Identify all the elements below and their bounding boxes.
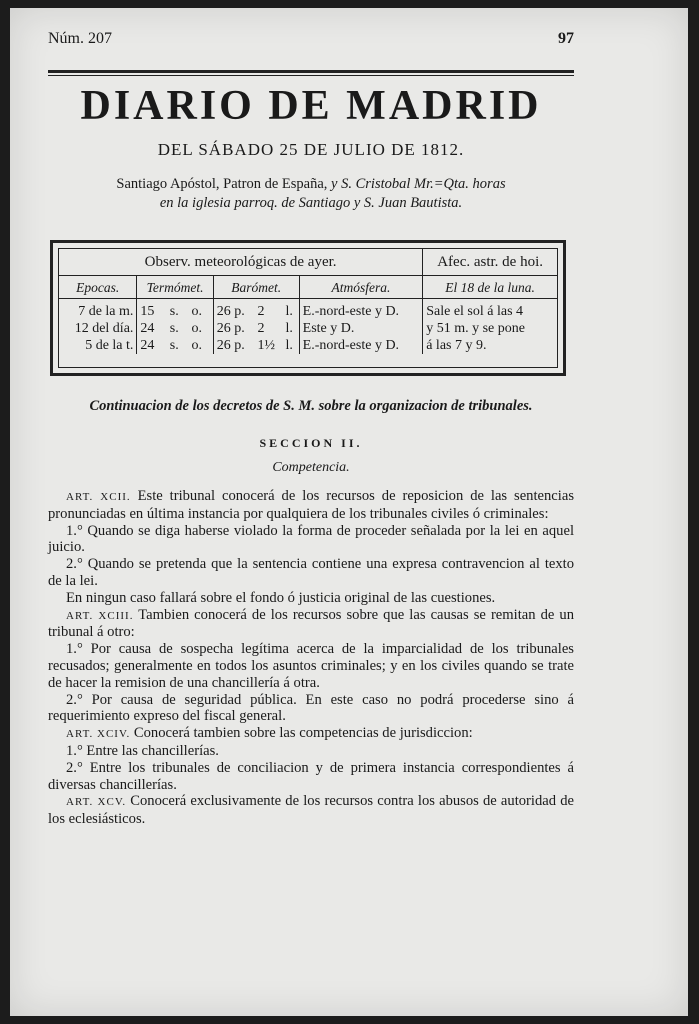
col-epocas: Epocas. xyxy=(59,276,137,299)
row-baro: 26 p. xyxy=(216,304,245,319)
row-temp: 24 xyxy=(140,338,155,353)
article-label: ART. XCV. xyxy=(66,796,127,809)
paragraph-text: Conocerá tambien sobre las competencias de jurisdiccion: xyxy=(130,725,473,742)
masthead-rule-thick xyxy=(48,70,574,73)
issue-date: DEL SÁBADO 25 DE JULIO DE 1812. xyxy=(157,140,465,159)
weather-header-row xyxy=(59,276,557,299)
saints-line1-roman: Santiago Apóstol, Patron de España, xyxy=(116,176,332,192)
row-baro: 26 p. xyxy=(216,338,245,353)
section-subtitle: Competencia. xyxy=(272,460,350,475)
row-baro-unit: l. xyxy=(283,337,300,354)
col-atmosfera: Atmósfera. xyxy=(299,276,423,299)
row-temp-dir: o. xyxy=(189,337,214,354)
weather-row xyxy=(59,320,557,337)
paragraph xyxy=(48,725,574,743)
weather-title-row xyxy=(59,249,557,276)
issue-number: Núm. 207 xyxy=(48,30,112,47)
newspaper-title: DIARIO DE MADRID xyxy=(80,83,542,129)
paragraph-text: Tambien conocerá de los recursos sobre que las causas se remitan de un tribunal á otro: xyxy=(48,606,575,641)
saints-line1-italic: y S. Cristobal Mr.=Qta. horas xyxy=(331,176,506,192)
paragraph: En ningun caso fallará sobre el fondo ó justicia original de las cuestiones. xyxy=(66,589,496,606)
page-number: 97 xyxy=(558,30,574,47)
row-temp-unit: s. xyxy=(169,304,179,319)
row-epoca: 12 del día. xyxy=(59,320,137,337)
paragraph: 2.° Quando se pretenda que la sentencia contiene una expresa contravencion al texto de la lei. xyxy=(48,556,574,589)
row-atmosfera: Este y D. xyxy=(299,320,423,337)
article-heading: Continuacion de los decretos de S. M. sobre la organizacion de tribunales. xyxy=(89,398,533,414)
weather-title-left: Observ. meteorológicas de ayer. xyxy=(59,249,423,276)
saints-of-day xyxy=(48,175,574,213)
article-label: ART. XCIV. xyxy=(66,728,131,741)
weather-row xyxy=(59,299,557,321)
weather-title-right: Afec. astr. de hoi. xyxy=(423,249,557,276)
paragraph: 1.° Por causa de sospecha legítima acerca de la imparcialidad de los tribunales recusados; generalmente en todos los asuntos criminales; y en los civiles quando se trate de hacer la remision de una chancillería á otra. xyxy=(48,641,574,691)
row-temp-unit: s. xyxy=(169,321,179,336)
row-temp: 24 xyxy=(140,321,155,336)
weather-row xyxy=(59,337,557,354)
weather-table xyxy=(59,249,557,354)
row-baro-unit: l. xyxy=(283,299,300,321)
col-barometro: Barómet. xyxy=(213,276,299,299)
article-label: ART. XCIII. xyxy=(66,609,134,622)
article-label: ART. XCII. xyxy=(66,491,131,503)
masthead-meta xyxy=(48,30,574,50)
row-atmosfera: E.-nord-este y D. xyxy=(299,337,423,354)
row-temp-dir: o. xyxy=(189,299,214,321)
row-epoca: 5 de la t. xyxy=(59,337,137,354)
paragraph: 2.° Por causa de seguridad pública. En este caso no podrá procederse sino á requerimiento expreso del fiscal general. xyxy=(48,691,574,725)
paragraph xyxy=(48,793,574,828)
paragraph-text: Este tribunal conocerá de los recursos de reposicion de las sentencias pronunciadas en última instancia por qualquiera de los tribunales civiles ó criminales: xyxy=(48,488,575,522)
row-baro-lines: 1½ xyxy=(257,338,275,353)
row-astr: á las 7 y 9. xyxy=(426,338,487,353)
masthead-rule-thin xyxy=(48,75,574,76)
paragraph xyxy=(48,607,574,642)
row-temp-unit: s. xyxy=(169,338,179,353)
row-baro: 26 p. xyxy=(216,321,245,336)
weather-table-frame xyxy=(50,240,566,376)
col-luna: El 18 de la luna. xyxy=(423,276,557,299)
paragraph-text: Conocerá exclusivamente de los recursos contra los abusos de autoridad de los eclesiásticos. xyxy=(48,793,574,828)
row-temp-dir: o. xyxy=(189,320,214,337)
row-baro-unit: l. xyxy=(283,320,300,337)
paragraph: 1.° Entre las chancillerías. xyxy=(66,742,219,759)
row-baro-lines: 2 xyxy=(257,304,265,319)
row-atmosfera: E.-nord-este y D. xyxy=(299,299,423,321)
article-body xyxy=(48,488,574,828)
saints-line2: en la iglesia parroq. de Santiago y S. Juan Bautista. xyxy=(159,195,463,211)
row-temp: 15 xyxy=(140,304,155,319)
col-termometro: Termómet. xyxy=(137,276,213,299)
paragraph xyxy=(48,488,574,523)
paragraph: 2.° Entre los tribunales de conciliacion y de primera instancia correspondientes á diversas chancillerías. xyxy=(48,759,574,793)
paragraph: 1.° Quando se diga haberse violado la forma de proceder señalada por la lei en aquel juicio. xyxy=(48,522,574,556)
row-astr: Sale el sol á las 4 xyxy=(426,304,524,319)
row-astr: y 51 m. y se pone xyxy=(426,321,525,336)
row-epoca: 7 de la m. xyxy=(59,299,137,321)
section-label: SECCION II. xyxy=(259,436,363,450)
row-baro-lines: 2 xyxy=(257,321,265,336)
